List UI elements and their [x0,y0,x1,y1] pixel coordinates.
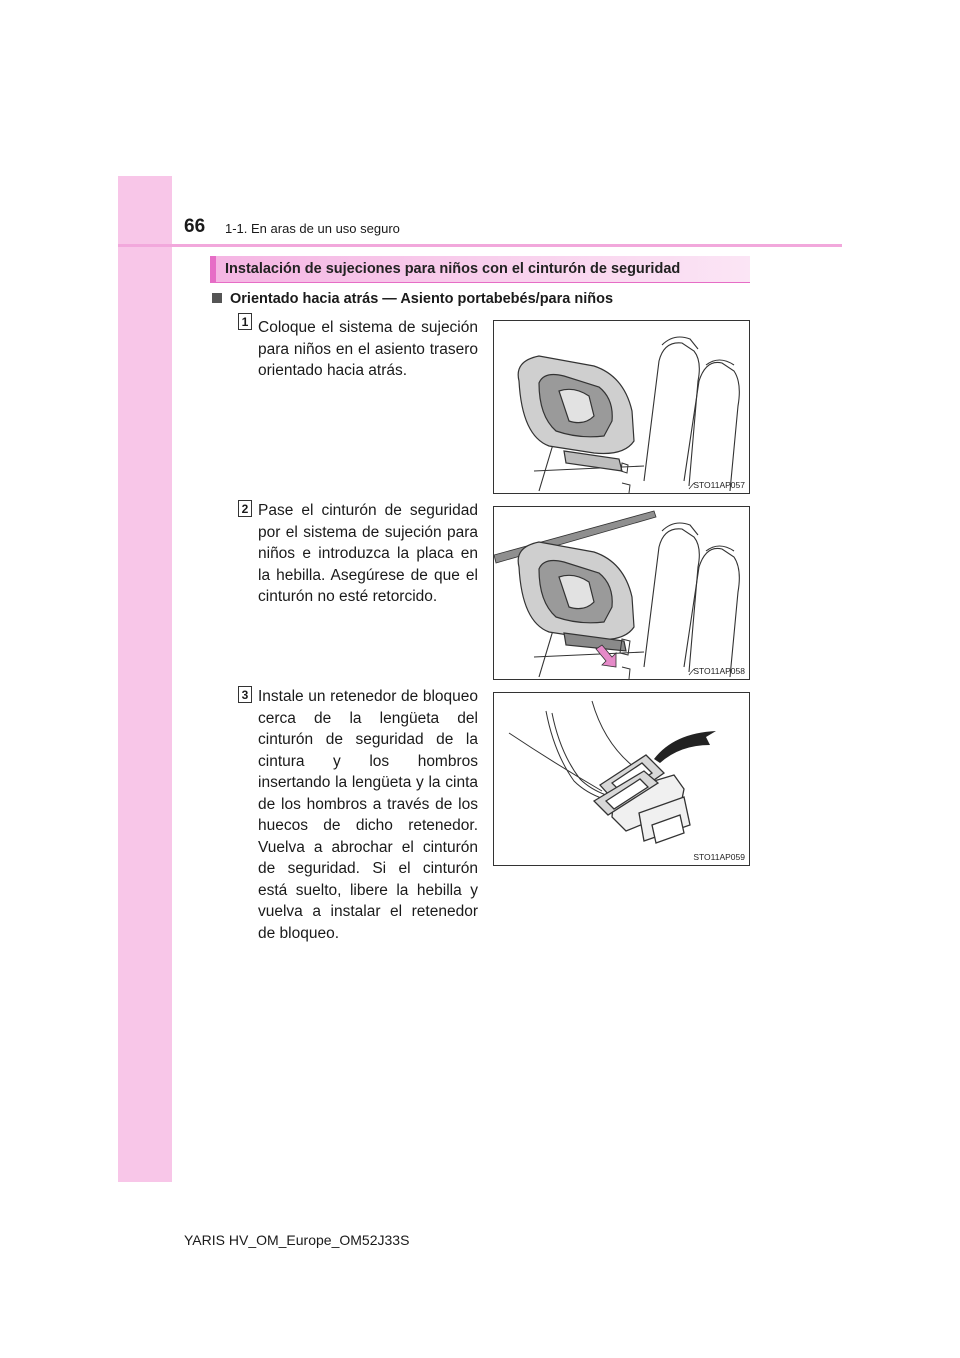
side-tab [118,176,172,1182]
square-bullet-icon [212,293,222,303]
figure-2 [493,506,750,680]
section-title: Instalación de sujeciones para niños con el cinturón de seguridad [210,256,750,282]
subheading-dash: — [378,291,401,307]
step-3-text: Instale un retenedor de bloqueo cerca de la lengüeta del cinturón de seguridad de la cintura y los hombros insertando la lengüeta y la cinta de los hombros a través de los huecos de dicho retenedor. Vuelva a abrochar el cinturón de seguridad. Si el cinturón está suelto, libere la hebilla y vuelva a instalar el retenedor de bloqueo. [258,688,478,942]
figure-1 [493,320,750,494]
step-1-badge: 1 [238,313,252,330]
seat-belt-routing-illustration [494,507,750,680]
subheading-part2: Asiento portabebés/para niños [400,291,614,307]
chapter-title: 1-1. En aras de un uso seguro [225,221,400,236]
step-2-text: Pase el cinturón de seguridad por el sistema de sujeción para niños e introduzca la placa en la hebilla. Asegúrese de que el cinturón no esté retorcido. [258,502,478,605]
locking-clip-illustration [494,693,750,866]
figure-2-code: STO11AP058 [693,666,745,676]
step-1-text: Coloque el sistema de sujeción para niños en el asiento trasero orientado hacia atrás. [258,319,478,379]
page-number: 66 [184,216,206,237]
section-underline [210,282,750,283]
figure-1-code: STO11AP057 [693,480,745,490]
subheading-part1: Orientado hacia atrás [230,291,379,307]
header-divider [118,244,842,247]
step-3-badge: 3 [238,686,252,703]
child-seat-rear-facing-illustration [494,321,750,494]
figure-3-code: STO11AP059 [693,852,745,862]
footer-model-code: YARIS HV_OM_Europe_OM52J33S [184,1232,410,1248]
step-2-badge: 2 [238,500,252,517]
subheading [212,291,613,307]
figure-3 [493,692,750,866]
